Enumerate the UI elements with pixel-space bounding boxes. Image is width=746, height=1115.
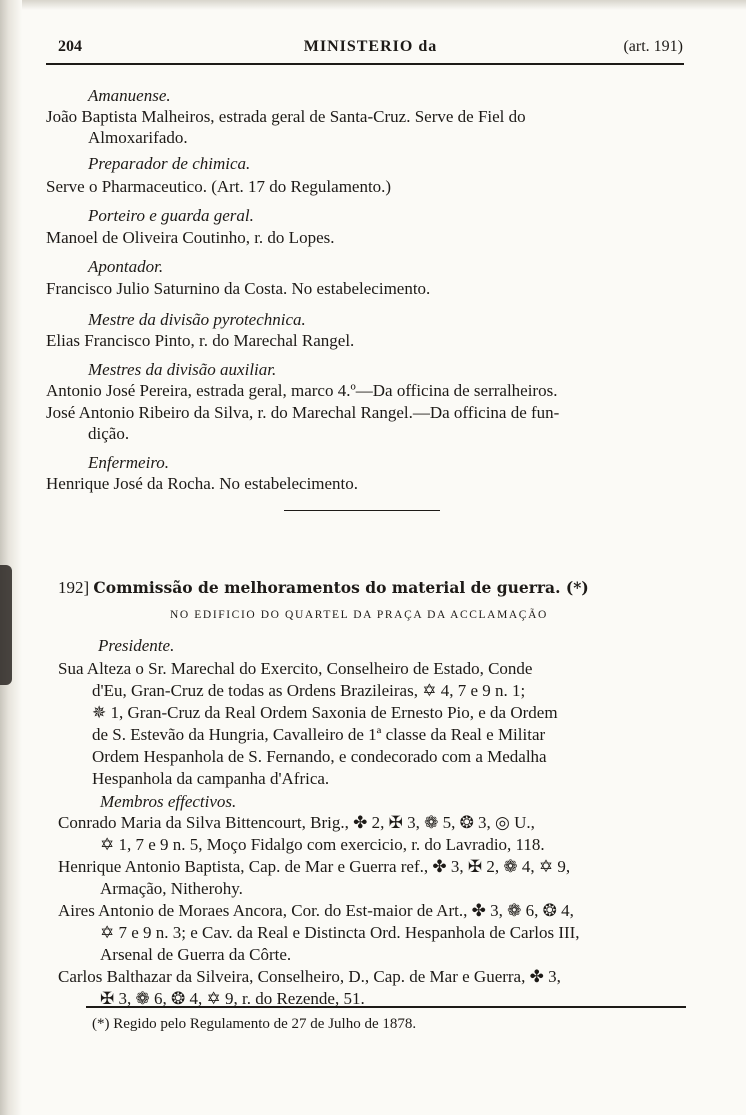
entry-line: Francisco Julio Saturnino da Costa. No estabelecimento. [46, 279, 431, 298]
role-heading: Apontador. [88, 257, 164, 276]
entry-line: Manoel de Oliveira Coutinho, r. do Lopes. [46, 228, 335, 247]
entry-line: dição. [88, 424, 130, 443]
entry-line: Arsenal de Guerra da Côrte. [100, 945, 292, 964]
entry-line: Almoxarifado. [88, 128, 188, 147]
entry-line: Henrique Antonio Baptista, Cap. de Mar e Guerra ref., ✤ 3, ✠ 2, ❁ 4, ✡ 9, [58, 857, 571, 876]
entry-line: Serve o Pharmaceutico. (Art. 17 do Regulamento.) [46, 177, 392, 196]
page-number: 204 [58, 38, 82, 55]
entry-line: Sua Alteza o Sr. Marechal do Exercito, Conselheiro de Estado, Conde [58, 659, 533, 678]
entry-line: Antonio José Pereira, estrada geral, marco 4.º—Da officina de serralheiros. [46, 381, 558, 400]
entry-line: Henrique José da Rocha. No estabelecimento. [46, 474, 359, 493]
entry-line: ✡ 7 e 9 n. 3; e Cav. da Real e Distincta Ord. Hespanhola de Carlos III, [100, 923, 580, 942]
running-header [58, 38, 683, 62]
running-title: MINISTERIO da [303, 38, 438, 55]
entry-line: Aires Antonio de Moraes Ancora, Cor. do Est-maior de Art., ✤ 3, ❁ 6, ❂ 4, [58, 901, 574, 920]
role-heading: Membros effectivos. [100, 792, 237, 811]
role-heading: Preparador de chimica. [88, 154, 251, 173]
page-binding-edge [0, 0, 22, 1115]
role-heading: Amanuense. [88, 86, 171, 105]
article-ref: (art. 191) [623, 38, 683, 55]
entry-line: Armação, Nitherohy. [100, 879, 243, 898]
entry-line: d'Eu, Gran-Cruz de todas as Ordens Brazileiras, ✡ 4, 7 e 9 n. 1; [92, 681, 526, 700]
entry-line: Elias Francisco Pinto, r. do Marechal Rangel. [46, 331, 355, 350]
role-heading: Enfermeiro. [88, 453, 170, 472]
entry-line: Conrado Maria da Silva Bittencourt, Brig., ✤ 2, ✠ 3, ❁ 5, ❂ 3, ◎ U., [58, 813, 535, 832]
entry-line: de S. Estevão da Hungria, Cavalleiro de 1ª classe da Real e Militar [92, 725, 546, 744]
entry-line: ✡ 1, 7 e 9 n. 5, Moço Fidalgo com exercicio, r. do Lavradio, 118. [100, 835, 545, 854]
role-heading: Mestres da divisão auxiliar. [88, 360, 277, 379]
role-heading: Mestre da divisão pyrotechnica. [88, 310, 306, 329]
binding-mark [0, 565, 12, 685]
entry-line: João Baptista Malheiros, estrada geral de Santa-Cruz. Serve de Fiel do [46, 107, 526, 126]
role-heading: Presidente. [98, 636, 175, 655]
header-rule [46, 63, 684, 65]
section-title: Commissão de melhoramentos do material de guerra. (*) [93, 578, 589, 597]
section-number: 192] [58, 578, 90, 597]
section-heading [58, 578, 589, 598]
page-top-shadow [0, 0, 746, 10]
section-subtitle: NO EDIFICIO DO QUARTEL DA PRAÇA DA ACCLAMAÇÃO [170, 609, 548, 621]
entry-line: ✵ 1, Gran-Cruz da Real Ordem Saxonia de Ernesto Pio, e da Ordem [92, 703, 558, 722]
entry-line: José Antonio Ribeiro da Silva, r. do Marechal Rangel.—Da officina de fun- [46, 403, 560, 422]
entry-line: ✠ 3, ❁ 6, ❂ 4, ✡ 9, r. do Rezende, 51. [100, 989, 365, 1008]
section-separator [284, 510, 440, 511]
footnote-rule [86, 1006, 686, 1008]
entry-line: Carlos Balthazar da Silveira, Conselheiro, D., Cap. de Mar e Guerra, ✤ 3, [58, 967, 561, 986]
entry-line: Ordem Hespanhola de S. Fernando, e condecorado com a Medalha [92, 747, 547, 766]
entry-line: Hespanhola da campanha d'Africa. [92, 769, 330, 788]
footnote: (*) Regido pelo Regulamento de 27 de Julho de 1878. [92, 1016, 417, 1032]
role-heading: Porteiro e guarda geral. [88, 206, 254, 225]
